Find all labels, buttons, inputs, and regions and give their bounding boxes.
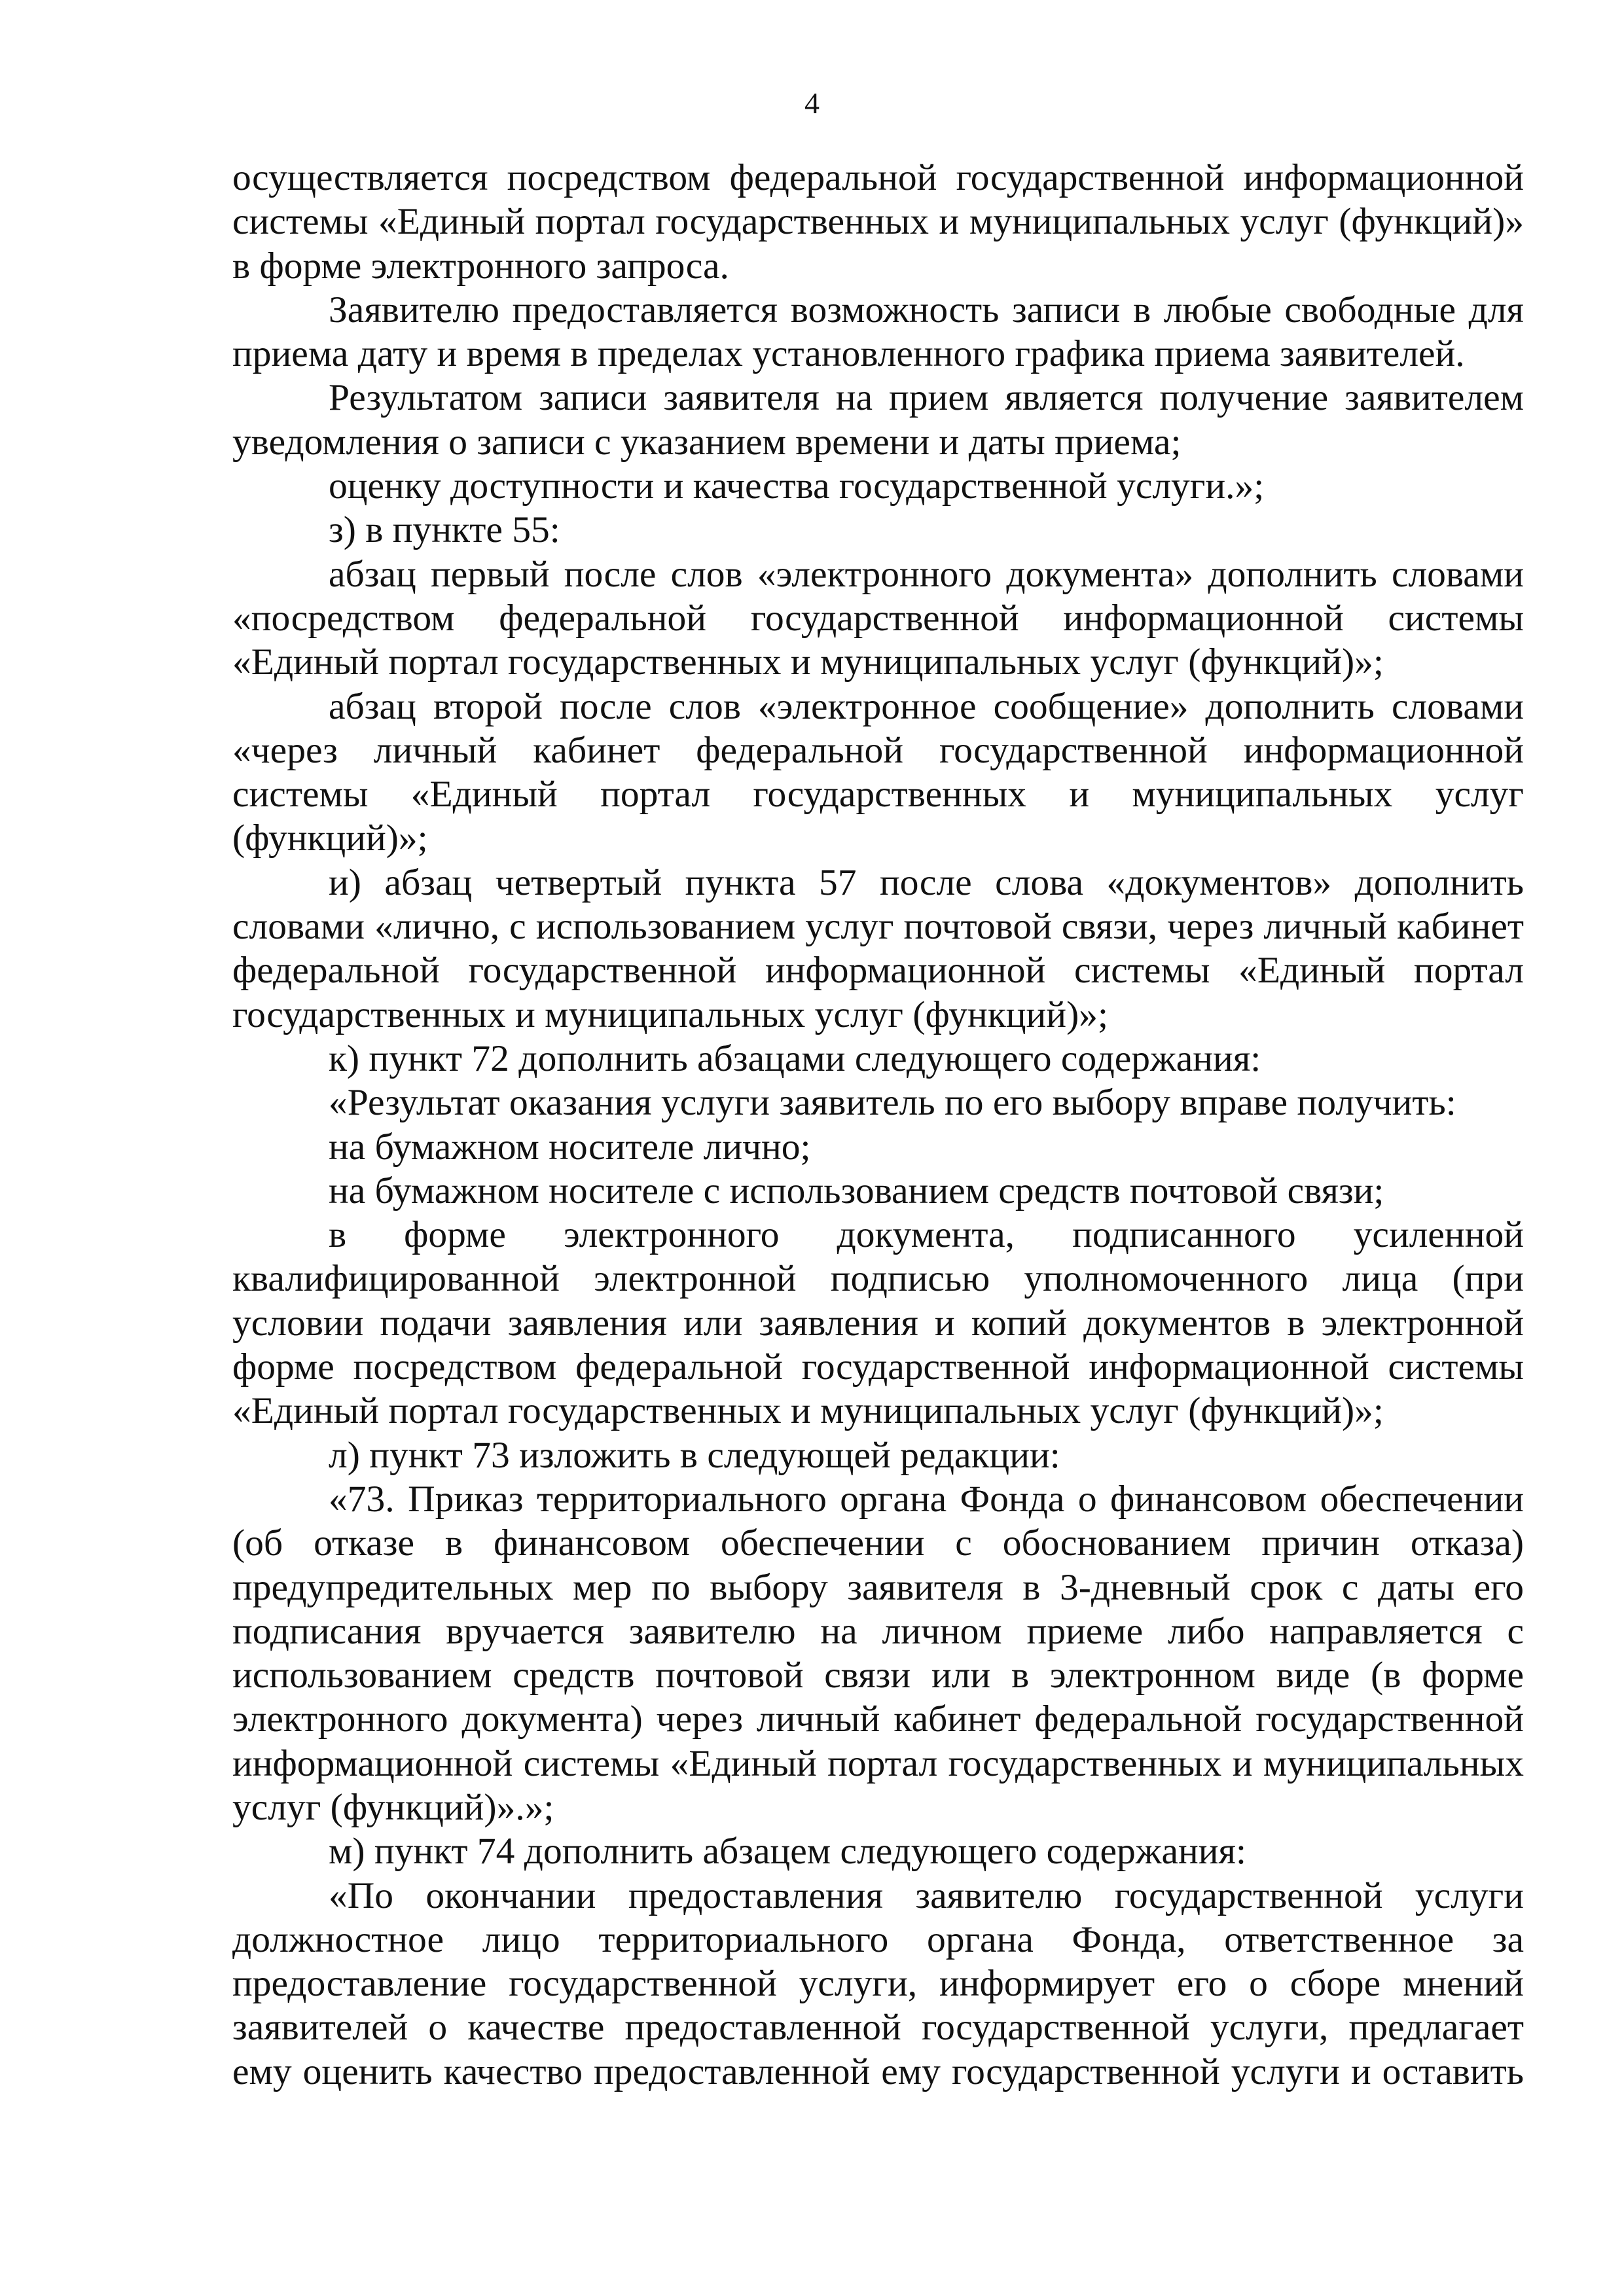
paragraph-9: к) пункт 72 дополнить абзацами следующего содержания: xyxy=(329,1037,1261,1079)
paragraph-11: на бумажном носителе лично; xyxy=(329,1126,811,1168)
page-number: 4 xyxy=(804,86,820,120)
paragraph-12: на бумажном носителе с использованием средств почтовой связи; xyxy=(329,1170,1384,1211)
paragraph-16: м) пункт 74 дополнить абзацем следующего содержания: xyxy=(329,1831,1246,1873)
paragraph-14: л) пункт 73 изложить в следующей редакции: xyxy=(329,1434,1060,1476)
paragraph-10: «Результат оказания услуги заявитель по его выбору вправе получить: xyxy=(329,1082,1456,1124)
paragraph-13: в форме электронного документа, подписанного усиленной квалифицированной электронной подписью уполномоченного лица (при условии подачи заявления или заявления и копий документов в электронной форме посредством федеральной государственной информационной системы «Единый портал государственных и муниципальных услуг (функций)»; xyxy=(232,1214,1524,1432)
paragraph-15: «73. Приказ территориального органа Фонда о финансовом обеспечении (об отказе в финансовом обеспечении с обоснованием причин отказа) предупредительных мер по выбору заявителя в 3-дневный срок с даты его подписания вручается заявителю на личном приеме либо направляется с использованием средств почтовой связи или в электронном виде (в форме электронного документа) через личный кабинет федеральной государственной информационной системы «Единый портал государственных и муниципальных услуг (функций)».»; xyxy=(232,1478,1524,1828)
paragraph-17: «По окончании предоставления заявителю государственной услуги должностное лицо территориального органа Фонда, ответственное за предоставление государственной услуги, информирует его о сборе мнений заявителей о качестве предоставленной государственной услуги, предлагает ему оценить качество предоставленной ему государственной услуги и оставить xyxy=(232,1874,1524,2092)
paragraph-7: абзац второй после слов «электронное сообщение» дополнить словами «через личный кабинет федеральной государственной информационной системы «Единый портал государственных и муниципальных услуг (функций)»; xyxy=(232,685,1524,859)
paragraph-8: и) абзац четвертый пункта 57 после слова «документов» дополнить словами «лично, с использованием услуг почтовой связи, через личный кабинет федеральной государственной информационной системы «Единый портал государственных и муниципальных услуг (функций)»; xyxy=(232,861,1524,1035)
document-body xyxy=(232,156,1524,2094)
paragraph-3: Результатом записи заявителя на прием является получение заявителем уведомления о записи с указанием времени и даты приема; xyxy=(232,377,1524,463)
paragraph-1: осуществляется посредством федеральной государственной информационной системы «Единый портал государственных и муниципальных услуг (функций)» в форме электронного запроса. xyxy=(232,157,1524,287)
paragraph-2: Заявителю предоставляется возможность записи в любые свободные для приема дату и время в пределах установленного графика приема заявителей. xyxy=(232,289,1524,375)
paragraph-5: з) в пункте 55: xyxy=(329,509,560,551)
paragraph-4: оценку доступности и качества государственной услуги.»; xyxy=(329,465,1265,507)
paragraph-6: абзац первый после слов «электронного документа» дополнить словами «посредством федеральной государственной информационной системы «Единый портал государственных и муниципальных услуг (функций)»; xyxy=(232,553,1524,683)
